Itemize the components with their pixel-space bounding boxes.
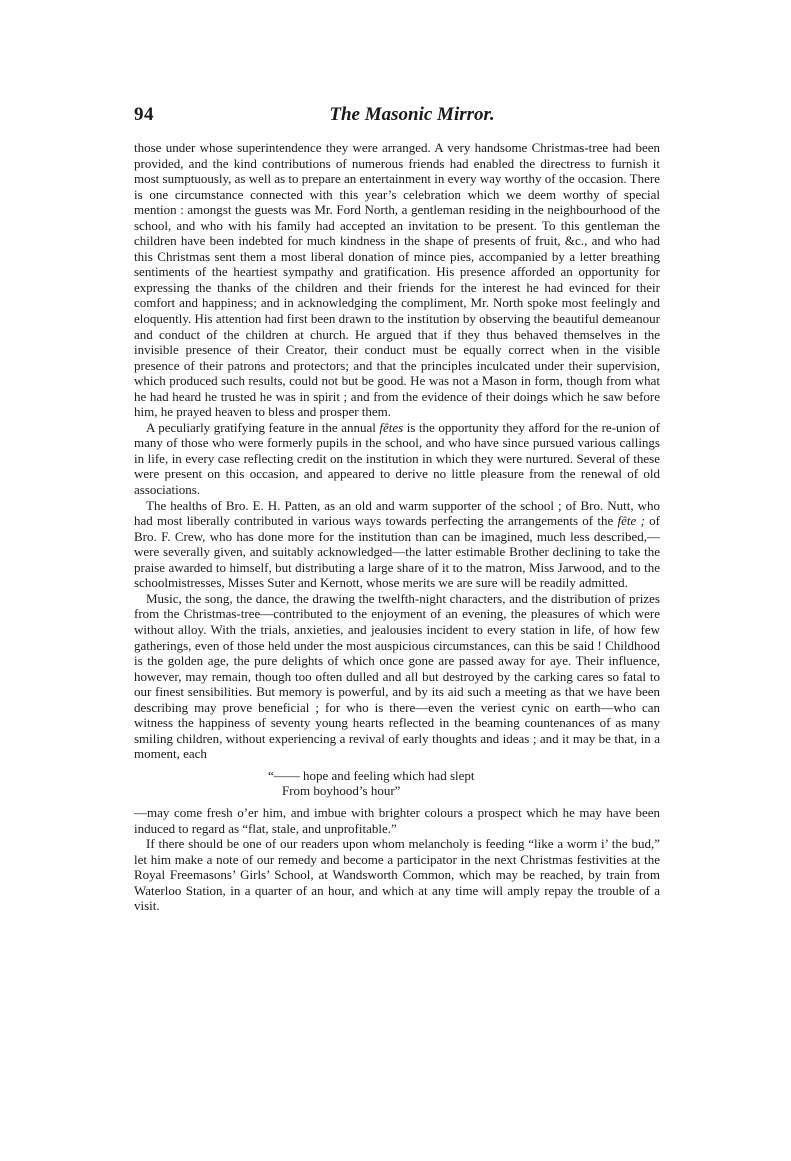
paragraph: [134, 420, 660, 498]
paragraph: [134, 591, 660, 762]
paragraph-text: A peculiarly gratifying feature in the annual: [146, 419, 380, 435]
article-body: [134, 140, 660, 914]
paragraph-text: those under whose superintendence they were arranged. A very handsome Christmas-tree had been provided, and the kind contributions of numerous friends had enabled the directress to furnish it most sumptuously, as well as to prepare an entertainment in every way worthy of the occasion. There is one circumstance connected with this year’s celebration which we deem worthy of special mention : amongst the guests was Mr. Ford North, a gentleman residing in the neighbourhood of the school, and who with his family had accepted an invitation to be present. To this gentleman the children have been indebted for much kindness in the shape of presents of fruit, &c., and who had this Christmas sent them a most liberal donation of mince pies, accompanied by a letter breathing sentiments of the heartiest sympathy and gratification. His presence afforded an opportunity for expressing the thanks of the children and their friends for the interest he had evinced for their comfort and happiness; and in acknowledging the compliment, Mr. North spoke most feelingly and eloquently. His attention had first been drawn to the institution by observing the beautiful demeanour and conduct of the children at church. He argued that if they thus behaved themselves in the invisible presence of their Creator, their conduct must be equally correct when in the visible presence of their patrons and protectors; and that the principles inculcated under their supervision, which produced such results, could not but be good. He was not a Mason in form, though from what he had heard he trusted he was in spirit ; and from the evidence of their doings which he saw before him, he prayed heaven to bless and prosper them.: [134, 140, 660, 420]
page: [134, 104, 660, 914]
page-number: 94: [134, 104, 154, 125]
paragraph-text: Music, the song, the dance, the drawing the twelfth-night characters, and the distribution of prizes from the Christmas-tree—contributed to the enjoyment of an evening, the pleasures of which were without alloy. With the trials, anxieties, and jealousies incident to every station in life, of how few gatherings, even of those held under the most auspicious circumstances, can this be said ! Childhood is the golden age, the pure delights of which once gone are passed away for aye. Their influence, however, may remain, though too often dulled and all but destroyed by the carking cares so fatal to our finest sensibilities. But memory is powerful, and by its aid such a meeting as that we have been describing may prove beneficial ; for who is there—even the veriest cynic on earth—who can witness the happiness of seventy young hearts reflected in the beaming countenances of as many smiling children, without experiencing a revival of early thoughts and ideas ; and it may be that, in a moment, each: [134, 590, 660, 762]
paragraph: [134, 498, 660, 591]
journal-title: The Masonic Mirror.: [329, 104, 495, 125]
paragraph-text: The healths of Bro. E. H. Patten, as an old and warm supporter of the school ; of Bro. Nutt, who had most liberally contributed in various ways towards perfecting the arrangements of the: [134, 497, 660, 529]
verse-line-2: From boyhood’s hour”: [282, 783, 401, 799]
paragraph: [134, 836, 660, 914]
verse-quotation: [268, 768, 660, 799]
verse-line-1: “—— hope and feeling which had slept: [268, 767, 475, 783]
paragraph: [134, 805, 660, 836]
paragraphs-after-verse: [134, 805, 660, 914]
italic-text: fête ;: [617, 513, 645, 529]
italic-text: fêtes: [379, 419, 404, 435]
paragraph: [134, 140, 660, 420]
paragraph-text: —may come fresh o’er him, and imbue with brighter colours a prospect which he may have been induced to regard as “flat, stale, and unprofitable.”: [134, 804, 660, 836]
paragraph-text: If there should be one of our readers upon whom melancholy is feeding “like a worm i’ the bud,” let him make a note of our remedy and become a participator in the next Christmas festivities at the Royal Freemasons’ Girls’ School, at Wandsworth Common, which may be reached, by train from Waterloo Station, in a quarter of an hour, and which at any time will amply repay the trouble of a visit.: [134, 836, 660, 914]
paragraph-text: is the opportunity they afford for the re-union of many of those who were formerly pupils in the school, and who have since pursued various callings in life, in every case reflecting credit on the institution in which they were nurtured. Several of these were present on this occasion, and appeared to derive no little pleasure from the renewal of old associations.: [134, 419, 660, 498]
paragraph-text: of Bro. F. Crew, who has done more for the institution than can be imagined, much less described,—were severally given, and suitably acknowledged—the latter estimable Brother declining to take the praise awarded to himself, but distributing a large share of it to the matron, Miss Jarwood, and to the schoolmistresses, Misses Suter and Kernott, whose merits we are sure will be readily admitted.: [134, 513, 660, 591]
paragraphs-before-verse: [134, 140, 660, 762]
running-head: [134, 104, 660, 132]
